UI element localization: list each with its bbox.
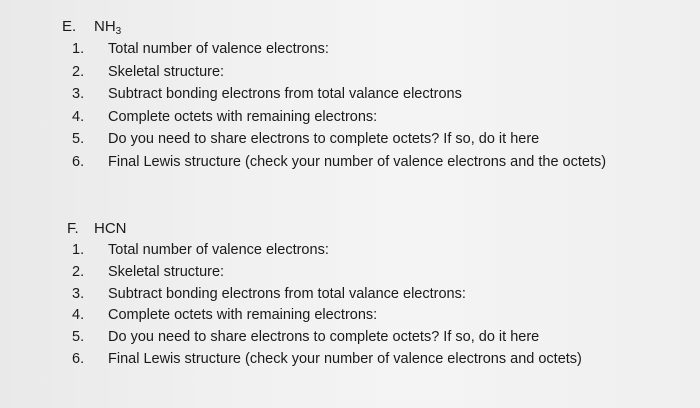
step-item (0, 262, 700, 284)
step-number: 6. (72, 350, 85, 367)
step-text: Do you need to share electrons to complete octets? If so, do it here (108, 329, 540, 346)
step-item (0, 128, 700, 151)
step-item (0, 327, 700, 349)
step-item (0, 305, 700, 327)
step-item (0, 83, 700, 106)
step-text: Subtract bonding electrons from total valance electrons: (108, 285, 466, 302)
step-text: Subtract bonding electrons from total valance electrons (108, 86, 462, 103)
step-text: Complete octets with remaining electrons: (108, 307, 378, 324)
section-e-nh3 (0, 16, 700, 174)
step-number: 2. (72, 63, 85, 80)
step-number: 2. (72, 263, 85, 280)
section-letter: E. (62, 18, 77, 35)
step-number: 1. (72, 41, 85, 57)
formula-subscript: 3 (115, 26, 122, 37)
step-text: Final Lewis structure (check your number of valence electrons and octets) (108, 350, 582, 367)
step-item (0, 240, 700, 262)
formula-base: NH (94, 18, 116, 35)
step-text: Total number of valence electrons: (108, 242, 329, 258)
step-number: 1. (72, 242, 85, 258)
step-number: 4. (72, 108, 85, 125)
step-number: 4. (72, 307, 85, 324)
section-heading (0, 218, 700, 240)
step-list (0, 38, 700, 174)
step-item (0, 38, 700, 61)
section-heading (0, 16, 700, 38)
step-number: 5. (72, 131, 85, 148)
step-item (0, 151, 700, 174)
step-text: Complete octets with remaining electrons: (108, 108, 378, 125)
step-number: 6. (72, 153, 85, 170)
step-list (0, 240, 700, 371)
step-text: Skeletal structure: (108, 63, 225, 80)
step-text: Total number of valence electrons: (108, 41, 329, 57)
step-text: Final Lewis structure (check your number of valence electrons and the octets) (108, 153, 607, 170)
step-text: Skeletal structure: (108, 263, 225, 280)
step-number: 3. (72, 285, 85, 302)
step-item (0, 106, 700, 129)
step-text: Do you need to share electrons to complete octets? If so, do it here (108, 131, 540, 148)
molecule-formula: HCN (94, 220, 127, 237)
step-number: 3. (72, 86, 85, 103)
step-item (0, 284, 700, 306)
section-f-hcn (0, 218, 700, 371)
step-item (0, 349, 700, 371)
step-number: 5. (72, 329, 85, 346)
step-item (0, 61, 700, 84)
section-letter: F. (67, 220, 79, 237)
